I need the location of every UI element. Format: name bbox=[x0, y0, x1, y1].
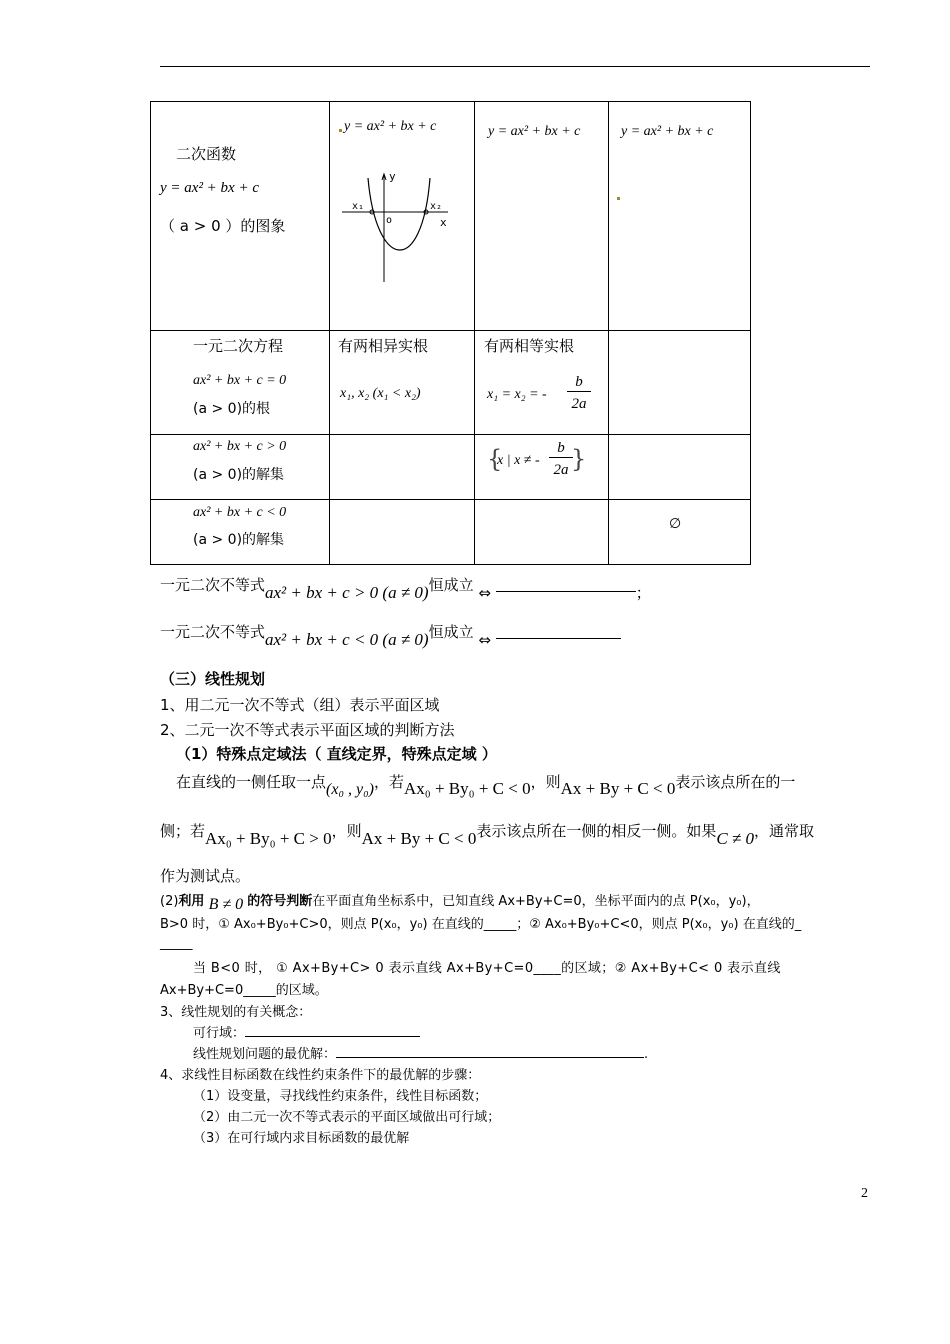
page-number: 2 bbox=[861, 1186, 868, 1201]
blank-line bbox=[496, 591, 636, 592]
m2-sign: 的符号判断 bbox=[247, 894, 313, 909]
p2-text-b: ，则 bbox=[331, 822, 362, 840]
item-1: 1、用二元一次不等式（组）表示平面区域 bbox=[160, 696, 440, 714]
table-row-divider-1 bbox=[150, 330, 751, 331]
blank-line bbox=[496, 638, 621, 639]
m2-desc: 在平面直角坐标系中，已知直线 Ax+By+C=0，坐标平面内的点 P(x₀，y₀)， bbox=[312, 894, 760, 909]
method-2-line-5: Ax+By+C=0_____的区域。 bbox=[160, 983, 328, 998]
p2-math-cond: Ax₀ + By₀ + C > 0 bbox=[205, 829, 332, 848]
row-lt-cond: (a > 0)的解集 bbox=[193, 532, 285, 548]
parabola-curve bbox=[368, 178, 430, 250]
step-3: （3）在可行域内求目标函数的最优解 bbox=[193, 1131, 410, 1146]
table-row-divider-2 bbox=[150, 434, 751, 435]
roots-equal-denominator: 2a bbox=[571, 396, 587, 412]
solution-set-bracket bbox=[487, 437, 587, 483]
optimal-label: 线性规划问题的最优解： bbox=[193, 1047, 337, 1062]
table-border-right bbox=[750, 101, 751, 565]
parabola-graph bbox=[340, 160, 460, 285]
method-1-title: （1）特殊点定域法（ 直线定界，特殊点定域 ） bbox=[176, 745, 497, 763]
p1-math-cond: Ax₀ + By₀ + C < 0 bbox=[404, 779, 531, 798]
item-4: 4、求线性目标函数在线性约束条件下的最优解的步骤： bbox=[160, 1068, 481, 1083]
always-2-prefix: 一元二次不等式 bbox=[160, 623, 266, 641]
graph-func-label: y = ax² + bx + c bbox=[344, 119, 437, 134]
empty-set-icon: ∅ bbox=[669, 516, 682, 532]
m2-math: B ≠ 0 bbox=[208, 896, 244, 913]
always-2-suffix: 恒成立 bbox=[428, 623, 474, 641]
p1-text-b: ，若 bbox=[374, 773, 405, 791]
left-brace-icon: { bbox=[487, 445, 503, 473]
row-roots-title: 一元二次方程 bbox=[193, 337, 284, 355]
marker-dot bbox=[617, 197, 620, 200]
row-roots-cond: (a > 0)的根 bbox=[193, 401, 271, 417]
table-border-left bbox=[150, 101, 151, 565]
p1-text-c: ，则 bbox=[530, 773, 561, 791]
col3-func-label: y = ax² + bx + c bbox=[621, 124, 714, 139]
graph-x2-label: x₂ bbox=[430, 201, 443, 212]
row-graph-title: 二次函数 bbox=[176, 145, 237, 163]
always-1-suffix: 恒成立 bbox=[428, 576, 474, 594]
method-2-line-3: _____ bbox=[160, 936, 193, 951]
feasible-label: 可行域： bbox=[193, 1026, 246, 1041]
p2-math-ineq: Ax + By + C < 0 bbox=[361, 829, 477, 848]
method-2-line-4: 当 B<0 时， ① Ax+By+C> 0 表示直线 Ax+By+C=0____的区域；② Ax+By+C< 0 表示直线 bbox=[193, 961, 781, 976]
feasible-region-line bbox=[193, 1022, 420, 1041]
graph-x1-label: x₁ bbox=[352, 201, 365, 212]
optimal-solution-line bbox=[193, 1043, 648, 1062]
header-rule bbox=[160, 66, 870, 67]
row-lt-ineq: ax² + bx + c < 0 bbox=[193, 505, 287, 520]
m2-use: 利用 bbox=[178, 894, 205, 909]
equiv-arrow-icon: ⇔ bbox=[478, 584, 491, 602]
m2-num: (2) bbox=[160, 894, 179, 909]
p1-math-ineq: Ax + By + C < 0 bbox=[560, 779, 676, 798]
always-2-math: ax² + bx + c < 0 (a ≠ 0) bbox=[265, 630, 429, 649]
row-gt-ineq: ax² + bx + c > 0 bbox=[193, 439, 287, 454]
table-col-divider-2 bbox=[474, 101, 475, 565]
p1-math-point: (x₀ , y₀) bbox=[326, 781, 374, 798]
item-3: 3、线性规划的有关概念： bbox=[160, 1005, 312, 1020]
always-1-prefix: 一元二次不等式 bbox=[160, 576, 266, 594]
method-2-line-2: B>0 时，① Ax₀+By₀+C>0，则点 P(x₀，y₀) 在直线的_____；② Ax₀+By₀+C<0，则点 P(x₀，y₀) 在直线的_ bbox=[160, 917, 802, 932]
p1-text-d: 表示该点所在的一 bbox=[675, 773, 796, 791]
always-line-2 bbox=[160, 621, 621, 649]
row-roots-eq: ax² + bx + c = 0 bbox=[193, 373, 287, 388]
table-col-divider-3 bbox=[608, 101, 609, 565]
solution-set-numerator: b bbox=[549, 440, 573, 458]
col2-func-label: y = ax² + bx + c bbox=[488, 124, 581, 139]
solution-set-denominator: 2a bbox=[553, 462, 569, 478]
graph-y-label: y bbox=[389, 170, 396, 183]
roots-distinct-title: 有两相异实根 bbox=[338, 337, 429, 355]
always-1-end: ； bbox=[635, 584, 651, 602]
roots-equal-title: 有两相等实根 bbox=[484, 337, 575, 355]
row-graph-func: y = ax² + bx + c bbox=[160, 180, 259, 196]
paragraph-1 bbox=[176, 771, 796, 798]
paragraph-2 bbox=[160, 820, 815, 848]
table-border-bottom bbox=[150, 564, 751, 565]
roots-distinct-math: x₁, x₂ (x₁ < x₂) bbox=[340, 386, 421, 401]
p2-text-a: 侧；若 bbox=[160, 822, 206, 840]
table-col-divider-1 bbox=[329, 101, 330, 565]
table-border-top bbox=[150, 101, 751, 102]
roots-equal-math: x₁ = x₂ = - bbox=[487, 387, 547, 402]
marker-dot bbox=[339, 129, 342, 132]
p2-math-c: C ≠ 0 bbox=[716, 829, 755, 848]
paragraph-3: 作为测试点。 bbox=[160, 867, 251, 885]
always-1-math: ax² + bx + c > 0 (a ≠ 0) bbox=[265, 583, 429, 602]
p2-text-c: 表示该点所在一侧的相反一侧。如果 bbox=[476, 822, 717, 840]
graph-origin-label: o bbox=[386, 215, 393, 226]
graph-x-label: x bbox=[440, 216, 447, 229]
solution-set-math: x | x ≠ - bbox=[497, 453, 540, 468]
table-row-divider-3 bbox=[150, 499, 751, 500]
item-2: 2、二元一次不等式表示平面区域的判断方法 bbox=[160, 721, 455, 739]
row-graph-cond: （ a > 0 ）的图象 bbox=[160, 217, 286, 235]
always-line-1 bbox=[160, 574, 651, 602]
p2-text-d: ，通常取 bbox=[754, 822, 815, 840]
row-gt-cond: (a > 0)的解集 bbox=[193, 467, 285, 483]
method-2-line-1 bbox=[160, 890, 760, 913]
p1-text-a: 在直线的一侧任取一点 bbox=[176, 773, 327, 791]
optimal-end: . bbox=[644, 1047, 649, 1062]
right-brace-icon: } bbox=[571, 445, 587, 473]
step-2: （2）由二元一次不等式表示的平面区域做出可行域； bbox=[193, 1110, 501, 1125]
section-heading: （三）线性规划 bbox=[160, 670, 266, 688]
blank-line bbox=[336, 1057, 644, 1058]
blank-line bbox=[245, 1036, 420, 1037]
equiv-arrow-icon: ⇔ bbox=[478, 631, 491, 649]
roots-equal-numerator: b bbox=[567, 374, 591, 392]
step-1: （1）设变量，寻找线性约束条件，线性目标函数； bbox=[193, 1089, 488, 1104]
